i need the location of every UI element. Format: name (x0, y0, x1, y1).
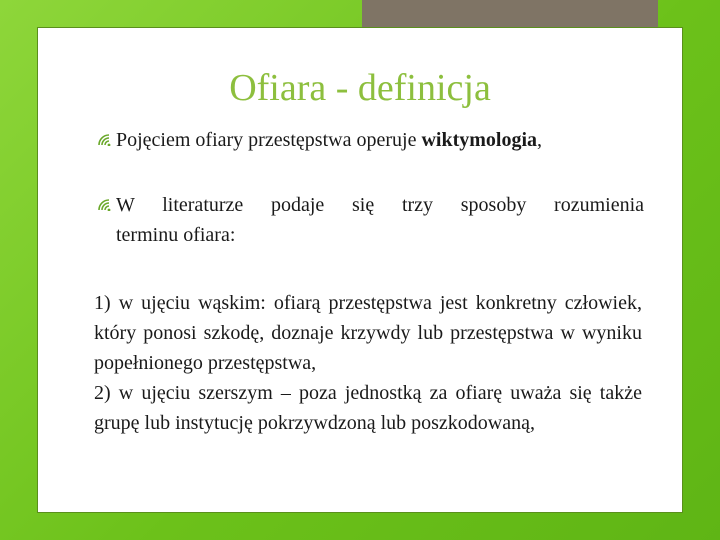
bullet-1-text-after: , (537, 129, 543, 151)
bullet-1 (98, 125, 658, 155)
header-tab (362, 0, 658, 30)
bullet-1-text-before: Pojęciem ofiary przestępstwa operuje (116, 129, 422, 151)
bullet-2 (98, 190, 644, 250)
bullet-2-line-2: terminu ofiara: (116, 224, 236, 246)
bullet-1-bold-term: wiktymologia (421, 129, 538, 151)
signal-bars-icon (98, 199, 114, 211)
slide-title: Ofiara - definicja (229, 67, 491, 109)
bullet-2-line-1: W literaturze podaje się trzy sposoby rozumienia (116, 194, 644, 216)
paragraph-broad-meaning: 2) w ujęciu szerszym – poza jednostką za ofiarę uważa się także grupę lub instytucję pokrzywdzoną lub poszkodowaną, (94, 382, 642, 434)
paragraph-narrow-meaning: 1) w ujęciu wąskim: ofiarą przestępstwa jest konkretny człowiek, który ponosi szkodę, doznaje krzywdy lub przestępstwa w wyniku popełnionego przestępstwa, (94, 292, 642, 374)
bullet-1-text (116, 125, 542, 155)
signal-bars-icon (98, 134, 114, 146)
